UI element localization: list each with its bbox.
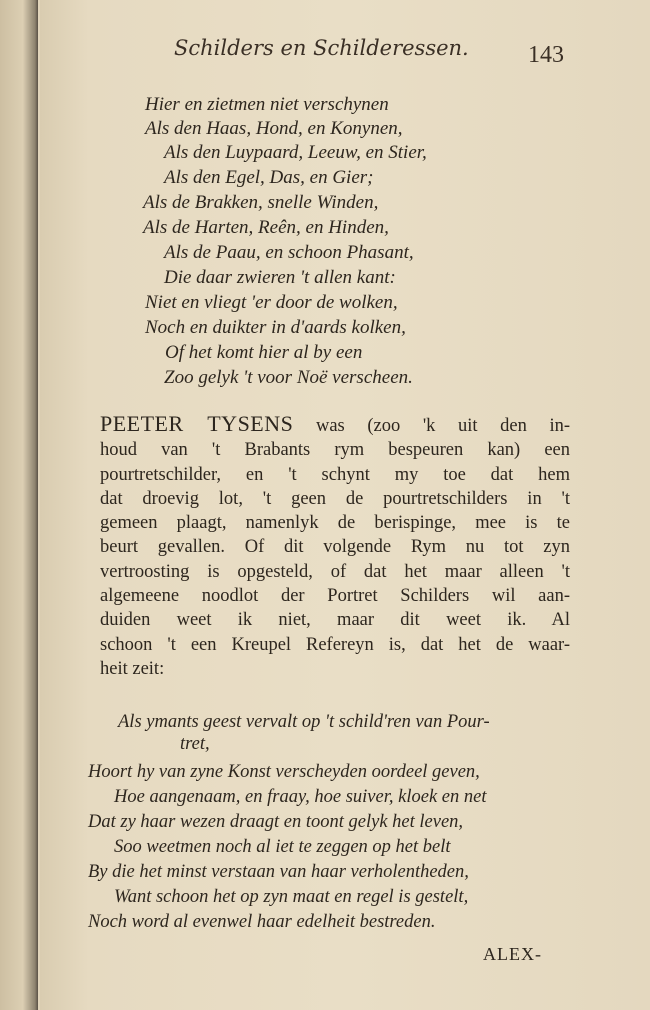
- prose-line: pourtretschilder, en 't schynt my toe dat hem: [100, 464, 570, 485]
- prose-line: schoon 't een Kreupel Refereyn is, dat het de waar-: [100, 634, 570, 655]
- verse-line: Noch en duikter in d'aards kolken,: [145, 317, 406, 338]
- running-title: Schilders en Schilderessen.: [174, 36, 469, 60]
- verse-line: Als den Luypaard, Leeuw, en Stier,: [164, 142, 427, 163]
- verse-line: Niet en vliegt 'er door de wolken,: [145, 292, 398, 313]
- show-through-text: [584, 60, 644, 600]
- verse-line: tret,: [180, 734, 210, 754]
- catchword: ALEX-: [483, 944, 542, 964]
- verse-line: Als den Haas, Hond, en Konynen,: [145, 118, 403, 139]
- verse-line: Dat zy haar wezen draagt en toont gelyk het leven,: [88, 812, 464, 832]
- prose-line: algemeene noodlot der Portret Schilders wil aan-: [100, 586, 570, 607]
- prose-line: PEETER TYSENS was (zoo 'k uit den in-: [100, 411, 570, 436]
- verse-line: Hoort hy van zyne Konst verscheyden oordeel geven,: [88, 762, 480, 782]
- verse-line: Soo weetmen noch al iet te zeggen op het belt: [114, 837, 451, 857]
- subject-name: PEETER TYSENS: [100, 411, 294, 436]
- verse-line: Als de Paau, en schoon Phasant,: [164, 242, 414, 263]
- prose-paragraph: [100, 412, 570, 681]
- prose-line: duiden weet ik niet, maar dit weet ik. Al: [100, 610, 570, 631]
- book-page: [40, 0, 650, 1010]
- prose-line: gemeen plaagt, namenlyk de berispinge, mee is te: [100, 513, 570, 534]
- page-number: 143: [528, 42, 564, 68]
- page-gutter: [0, 0, 38, 1010]
- prose-line: houd van 't Brabants rym bespeuren kan) een: [100, 440, 570, 461]
- verse-line: Als ymants geest vervalt op 't schild'ren van Pour-: [118, 712, 490, 732]
- verse-line: Of het komt hier al by een: [165, 342, 363, 363]
- verse-line: Als de Harten, Reên, en Hinden,: [143, 217, 389, 238]
- verse-line: Hoe aangenaam, en fraay, hoe suiver, kloek en net: [114, 787, 487, 807]
- prose-line: heit zeit:: [100, 658, 165, 679]
- prose-line: vertroosting is opgesteld, of dat het maar alleen 't: [100, 561, 570, 582]
- verse-line: Hier en zietmen niet verschynen: [145, 94, 389, 115]
- prose-line: dat droevig lot, 't geen de pourtretschilders in 't: [100, 488, 570, 509]
- verse-line: Die daar zwieren 't allen kant:: [164, 267, 396, 288]
- verse-line: Noch word al evenwel haar edelheit bestreden.: [88, 912, 436, 932]
- verse-line: Zoo gelyk 't voor Noë verscheen.: [164, 367, 413, 388]
- verse-line: Als den Egel, Das, en Gier;: [164, 167, 374, 188]
- verse-line: Want schoon het op zyn maat en regel is gestelt,: [114, 887, 469, 907]
- prose-line: beurt gevallen. Of dit volgende Rym nu tot zyn: [100, 537, 570, 558]
- verse-line: Als de Brakken, snelle Winden,: [143, 192, 379, 213]
- verse-line: By die het minst verstaan van haar verholentheden,: [88, 862, 469, 882]
